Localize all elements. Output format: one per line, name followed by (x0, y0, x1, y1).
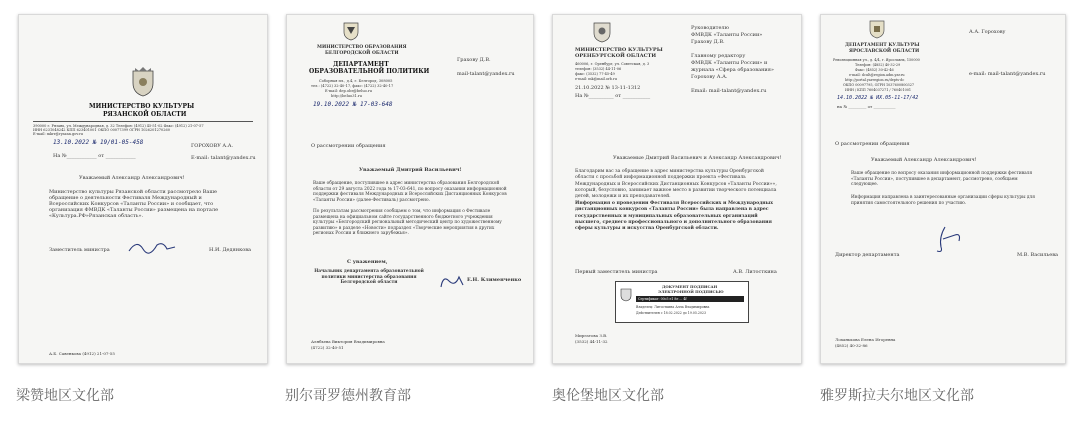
signatory-role: Начальник департамента образовательной политики министерства образования Белгородской области (314, 269, 424, 285)
letter-yaroslavl (820, 14, 1066, 364)
body-paragraph-1: Благодарим вас за обращение в адрес министерства культуры Оренбургской области с просьбой информационной поддержки проекта «Фестиваль Международных и Всероссийских Дистанционных Конкурсов «Таланты России»», который, безусловно, занимает важное место в развитии творческого потенциала детей, молодежи и их преподавателей. (575, 169, 777, 200)
addressee-email: e-mail: mail-talant@yandex.ru (969, 71, 1046, 77)
executor-phone: (4722) 32-40-51 (311, 345, 344, 350)
addressee: А.А. Горохову (969, 29, 1006, 35)
date-number: 21.10.2022 № 13-11-1312 (575, 85, 641, 91)
department-line1: ДЕПАРТАМЕНТ (333, 61, 389, 68)
signatory-role: Директор департамента (835, 252, 900, 258)
signatory-name: М.В. Васильева (1017, 252, 1059, 258)
signature-icon (437, 271, 467, 291)
coat-of-arms-icon (131, 67, 155, 101)
addressee-email: mail-talant@yandex.ru (457, 71, 515, 77)
org-name-line1: ДЕПАРТАМЕНТ КУЛЬТУРЫ (845, 43, 920, 48)
body-text: Министерство культуры Рязанской области рассмотрело Ваше обращение о деятельности Фестиваля Международный и Всероссийских Конкурсов «Таланты России» и сообщает, что организация ФМВДК «Таланты России» размещена на портале «Культура.РФ»Рязанская область». (49, 189, 219, 219)
recipient-line-7: Горохову А.А. (691, 74, 728, 80)
recipient-line-5: ФМВДК «Таланты России» и (691, 60, 768, 66)
address-line-7: ИНН / КПП 7604037271 / 760401001 (845, 88, 912, 92)
body-paragraph-2: По результатам рассмотрения сообщаем о том, что информация о Фестивале размещена на официальном сайте государственного бюджетного учреждения культуры «Белгородский региональный методический центр по художественному развитию» в разделе «Новости» подраздел «Творческие мероприятия в других регионах России и ближнего зарубежья». (313, 209, 502, 236)
caption-belgorod: 别尔哥罗德州教育部 (285, 388, 411, 404)
org-name-line1: МИНИСТЕРСТВО КУЛЬТУРЫ (575, 47, 663, 53)
address-line-3: E-mail: mkrr@ryazan.gov.ru (33, 132, 84, 136)
recipient-email: Email: mail-talant@yandex.ru (691, 88, 767, 94)
subject-line: О рассмотрении обращения (311, 143, 386, 149)
recipient-line-3: Грахову Д.В. (691, 39, 725, 45)
address-line: Соборная пл., д.4, г. Белгород, 308005 (319, 79, 393, 83)
signatory-role: Первый заместитель министра (575, 269, 658, 275)
greeting: Уважаемый Александр Александрович! (79, 175, 185, 181)
coat-of-arms-icon (869, 19, 885, 43)
header-rule (33, 121, 253, 122)
handwritten-date-number: 13.10.2022 № 19/01-05-458 (53, 139, 144, 146)
address-line-2: тел.: (4722) 32-40-17, факс: (4722) 32-40-17 (311, 84, 394, 88)
executor-phone: (4852) 40-32-86 (835, 343, 868, 348)
signatory-name: Е.Н. Клименченко (467, 277, 522, 283)
body-paragraph-1: Ваше обращение по вопросу оказания информационной поддержки фестиваля «Таланты России», поступившее в департамент, рассмотрено, сообщаем следующее. (851, 171, 1033, 187)
address-line-3: E-mail: dep.obr@beluo.ru (325, 89, 372, 93)
org-name-line1: МИНИСТЕРСТВО ОБРАЗОВАНИЯ (317, 45, 407, 50)
caption-ryazan: 梁赞地区文化部 (16, 388, 114, 404)
address-line-3: Факс: (4852) 30-42-46 (855, 68, 894, 72)
recipient-line-1: Руководителю (691, 25, 729, 31)
body-paragraph-1: Ваше обращение, поступившее в адрес министерства образования Белгородской области от 29 августа 2022 года № 17-03-641, по вопросу оказания информационной поддержки фестиваля Международных и Всероссийских Дистанционных Конкурсов «Таланты России» (далее-Фестиваль) рассмотрено. (313, 181, 507, 203)
letter-belgorod (286, 14, 534, 364)
executor: Алябьева Виктория Владимировна (311, 339, 385, 344)
emblem-icon (620, 288, 632, 302)
caption-yaroslavl: 雅罗斯拉夫尔地区文化部 (820, 388, 974, 404)
executor: Миргатова З.В. (575, 333, 608, 338)
address-line: 460006, г. Оренбург, ул. Советская, д. 3 (575, 62, 650, 66)
org-name-line2: РЯЗАНСКОЙ ОБЛАСТИ (103, 111, 187, 118)
closing: С уважением, (347, 259, 388, 265)
org-name-line1: МИНИСТЕРСТВО КУЛЬТУРЫ (89, 103, 195, 110)
address-line-2: Телефон: (4852) 40-32-29 (855, 63, 901, 67)
coat-of-arms-icon (593, 21, 611, 47)
handwritten-date-number: 14.10.2022 № ИХ.05-11-17/42 (837, 95, 919, 101)
addressee: Грахову Д.В. (457, 57, 491, 63)
stamp-owner: Владелец: Литосткина Алла Владимировна (636, 305, 710, 309)
recipient-line-4: Главному редактору (691, 53, 746, 59)
org-name-line2: ОРЕНБУРГСКОЙ ОБЛАСТИ (575, 53, 657, 59)
address-line: 390000 г. Рязань, ул. Международная, д. 32 Телефон: (4912) 45-51-02 Факс: (4912) 21-07-57 (33, 124, 204, 128)
greeting: Уважаемый Александр Александрович! (871, 157, 977, 163)
reference-line: на № _________ от ___________ (837, 104, 896, 109)
greeting: Уважаемый Дмитрий Васильевич! (359, 167, 462, 173)
signatory-name: Н.И. Дедянкова (209, 247, 252, 253)
recipient-line-2: ФМВДК «Таланты России» (691, 32, 763, 38)
address-line-5: http://portal.yarregion.ru/depts-dc (845, 78, 905, 82)
signatory-role: Заместитель министра (49, 247, 110, 253)
address-line-2: ИНН 6231048242 КПП 623401001 ОКПО 00077399 ОГРН 1026201270260 (33, 128, 170, 132)
org-name-line2: ЯРОСЛАВСКОЙ ОБЛАСТИ (849, 49, 920, 54)
executor: Лоханькова Елена Игоревна (835, 337, 896, 342)
subject-line: О рассмотрении обращения (835, 141, 910, 147)
address-line-6: ОКПО 00097795, ОГРН 1037600800327 (843, 83, 915, 87)
address-line-2: телефон: (3532) 44-11-06 (575, 67, 622, 71)
signature-icon (127, 237, 177, 257)
body-paragraph-2: Информация о проведении Фестиваля Всероссийских и Международных дистанционных конкурсов «Таланты России» была направлена в адрес государственных и муниципальных образовательных организаций высшего, среднего профессионального и дополнительного образования сферы культуры и искусства Оренбургской области. (575, 201, 773, 232)
e-signature-stamp (615, 281, 749, 323)
address-line-4: e-mail: dcult@region.adm.yar.ru (849, 73, 905, 77)
executor-phone: (3532) 44-11-32 (575, 339, 608, 344)
reference-line: На №____________ от ____________ (53, 153, 136, 159)
stamp-title-1: ДОКУМЕНТ ПОДПИСАН (662, 284, 718, 289)
letter-orenburg (552, 14, 802, 364)
body-paragraph-2: Информация направлена в заинтересованные организации сферы культуры для принятия самостоятельного решения по участию. (851, 195, 1035, 206)
address-line-3: факс: (3532) 77-45-49 (575, 72, 615, 76)
reference-line: На №__________ от ___________ (575, 93, 651, 99)
greeting: Уважаемые Дмитрий Васильевич и Александр Александрович! (613, 155, 782, 161)
handwritten-date-number: 19.10.2022 № 17-03-648 (313, 101, 393, 108)
stamp-validity: Действителен с 18.02.2022 до 19.05.2023 (636, 311, 706, 315)
signature-icon (925, 225, 965, 255)
addressee-email: E-mail: talant@yandex.ru (191, 155, 256, 161)
address-line-4: http://beluo31.ru (331, 94, 362, 98)
recipient-line-6: журнала «Сфера образования» (691, 67, 774, 73)
caption-orenburg: 奥伦堡地区文化部 (552, 388, 664, 404)
address-line: Революционная ул., д. 4/4, г. Ярославль, 150000 (833, 58, 920, 62)
letter-ryazan (18, 14, 268, 364)
coat-of-arms-icon (343, 21, 359, 45)
executor: А.Б. Савенкова (4912) 21-07-55 (49, 351, 115, 356)
stamp-certificate: Сертификат: 00c5 e1 8e ... 4f (636, 296, 744, 302)
signatory-name: А.В. Литосткина (733, 269, 777, 275)
addressee: ГОРОХОВУ А.А. (191, 143, 234, 149)
department-line2: ОБРАЗОВАТЕЛЬНОЙ ПОЛИТИКИ (309, 68, 430, 75)
stamp-title-2: ЭЛЕКТРОННОЙ ПОДПИСЬЮ (658, 289, 724, 294)
address-line-4: e-mail: mk@mail.orb.ru (575, 77, 617, 81)
org-name-line2: БЕЛГОРОДСКОЙ ОБЛАСТИ (325, 51, 399, 56)
